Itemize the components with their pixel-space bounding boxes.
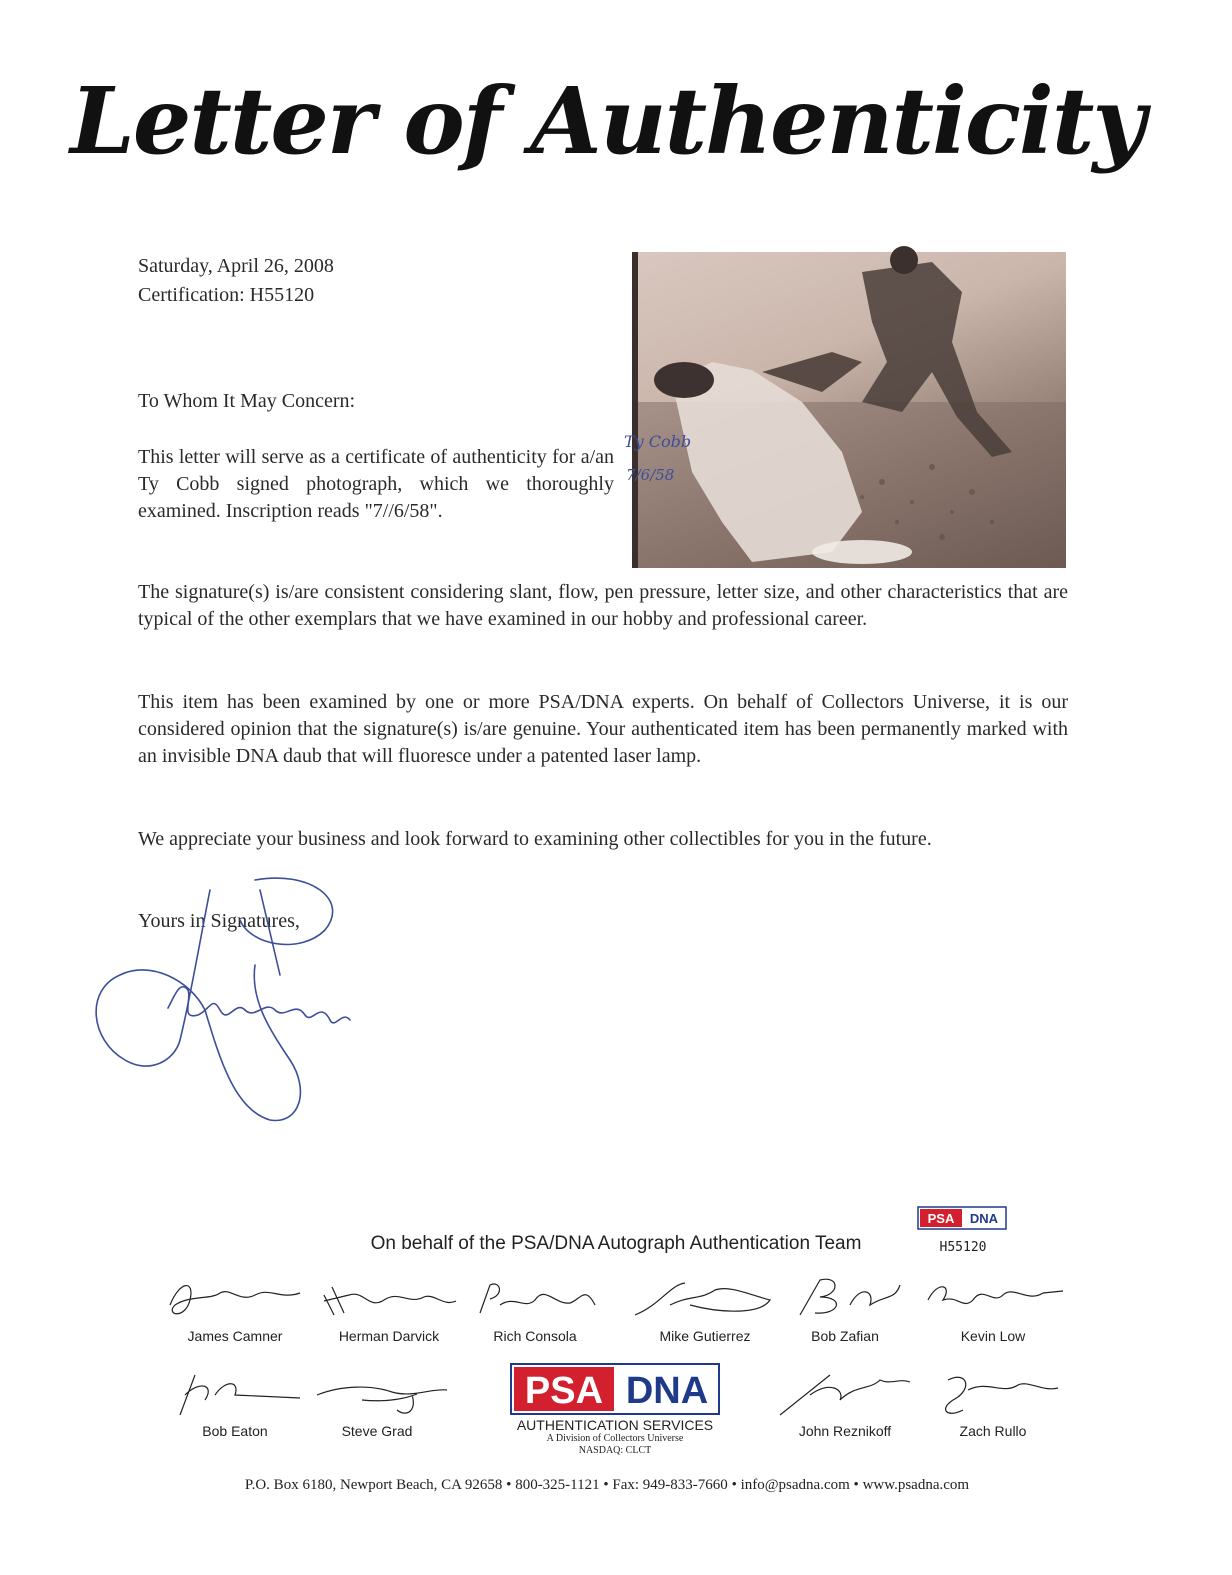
team-signature-scribble bbox=[460, 1275, 610, 1323]
stamp-brand-left: PSA bbox=[927, 1211, 955, 1226]
letter-date: Saturday, April 26, 2008 bbox=[138, 255, 334, 277]
team-member-name: Kevin Low bbox=[960, 1328, 1026, 1344]
team-member-name: Steve Grad bbox=[341, 1423, 413, 1439]
team-signature-scribble bbox=[302, 1370, 452, 1418]
team-signature-1 bbox=[160, 1275, 310, 1344]
logo-text-left: PSA bbox=[524, 1370, 604, 1412]
logo-ticker: NASDAQ: CLCT bbox=[578, 1445, 652, 1456]
team-member-name: Zach Rullo bbox=[959, 1423, 1027, 1439]
team-signature-scribble bbox=[160, 1275, 310, 1323]
stamp-number: H55120 bbox=[939, 1240, 987, 1255]
team-signature-scribble bbox=[918, 1275, 1068, 1323]
photo-inscription-date: 7/6/58 bbox=[626, 466, 675, 484]
paragraph-appreciation: We appreciate your business and look forward to examining other collectibles for you in the future. bbox=[138, 828, 932, 850]
team-member-name: Herman Darvick bbox=[338, 1328, 440, 1344]
paragraph-examination: This item has been examined by one or more PSA/DNA experts. On behalf of Collectors Universe, it is our considered opinion that the signature(s) is/are genuine. Your authenticated item has been permanently marked with an invisible DNA daub that will fluoresce under a patented laser lamp. bbox=[138, 691, 1068, 767]
team-member-name: Bob Zafian bbox=[811, 1328, 879, 1344]
team-signature-scribble bbox=[770, 1275, 920, 1323]
author-signature bbox=[80, 860, 370, 1130]
team-member-name: John Reznikoff bbox=[798, 1423, 892, 1439]
team-signature-scribble bbox=[770, 1370, 920, 1418]
team-member-name: Mike Gutierrez bbox=[659, 1328, 751, 1344]
signed-photograph bbox=[624, 252, 1066, 568]
paragraph-consistency: The signature(s) is/are consistent considering slant, flow, pen pressure, letter size, and other characteristics that are typical of the other exemplars that we have examined in our hobby and professional career. bbox=[138, 581, 1068, 630]
team-signature-scribble bbox=[630, 1275, 780, 1323]
logo-division: A Division of Collectors Universe bbox=[546, 1433, 684, 1444]
team-signature-6 bbox=[918, 1275, 1068, 1344]
team-heading: On behalf of the PSA/DNA Autograph Authentication Team bbox=[370, 1233, 862, 1254]
team-signature-9 bbox=[770, 1370, 920, 1439]
letter-title: Letter of Authenticity bbox=[70, 67, 1144, 175]
contact-footer: P.O. Box 6180, Newport Beach, CA 92658 • 800-325-1121 • Fax: 949-833-7660 • info@psadna.com • www.psadna.com bbox=[244, 1477, 970, 1493]
team-signature-7 bbox=[160, 1370, 310, 1439]
closing: Yours in Signatures, bbox=[138, 910, 300, 932]
date-block bbox=[138, 252, 334, 310]
authentication-services: AUTHENTICATION SERVICES bbox=[516, 1417, 714, 1433]
psa-dna-logo bbox=[508, 1363, 722, 1457]
psa-dna-logo-art bbox=[510, 1363, 720, 1415]
logo-text-right: DNA bbox=[625, 1370, 709, 1412]
team-signature-10 bbox=[918, 1370, 1068, 1439]
team-signature-scribble bbox=[160, 1370, 310, 1418]
certification-number: Certification: H55120 bbox=[138, 284, 315, 306]
footer-phone: 800-325-1121 bbox=[515, 1477, 600, 1493]
team-signature-8 bbox=[302, 1370, 452, 1439]
stamp-logo bbox=[918, 1207, 1008, 1231]
team-signature-scribble bbox=[314, 1275, 464, 1323]
team-member-name: Bob Eaton bbox=[202, 1423, 268, 1439]
team-member-name: Rich Consola bbox=[493, 1328, 577, 1344]
team-signature-scribble bbox=[918, 1370, 1068, 1418]
stamp-brand-right: DNA bbox=[969, 1211, 999, 1226]
footer-fax: Fax: 949-833-7660 bbox=[612, 1477, 728, 1493]
team-signature-5 bbox=[770, 1275, 920, 1344]
photo-inscription-name: Ty Cobb bbox=[624, 432, 692, 451]
team-signature-4 bbox=[630, 1275, 780, 1344]
salutation: To Whom It May Concern: bbox=[138, 390, 356, 412]
footer-email[interactable]: info@psadna.com bbox=[740, 1477, 850, 1493]
team-signature-3 bbox=[460, 1275, 610, 1344]
photo-illustration bbox=[624, 252, 1066, 568]
team-member-name: James Camner bbox=[187, 1328, 283, 1344]
footer-address: P.O. Box 6180, Newport Beach, CA 92658 bbox=[244, 1477, 503, 1493]
footer-website[interactable]: www.psadna.com bbox=[862, 1477, 970, 1493]
team-signature-2 bbox=[314, 1275, 464, 1344]
paragraph-certificate: This letter will serve as a certificate of authenticity for a/an Ty Cobb signed photograph, which we thoroughly examined. Inscription reads "7//6/58". bbox=[138, 446, 614, 522]
